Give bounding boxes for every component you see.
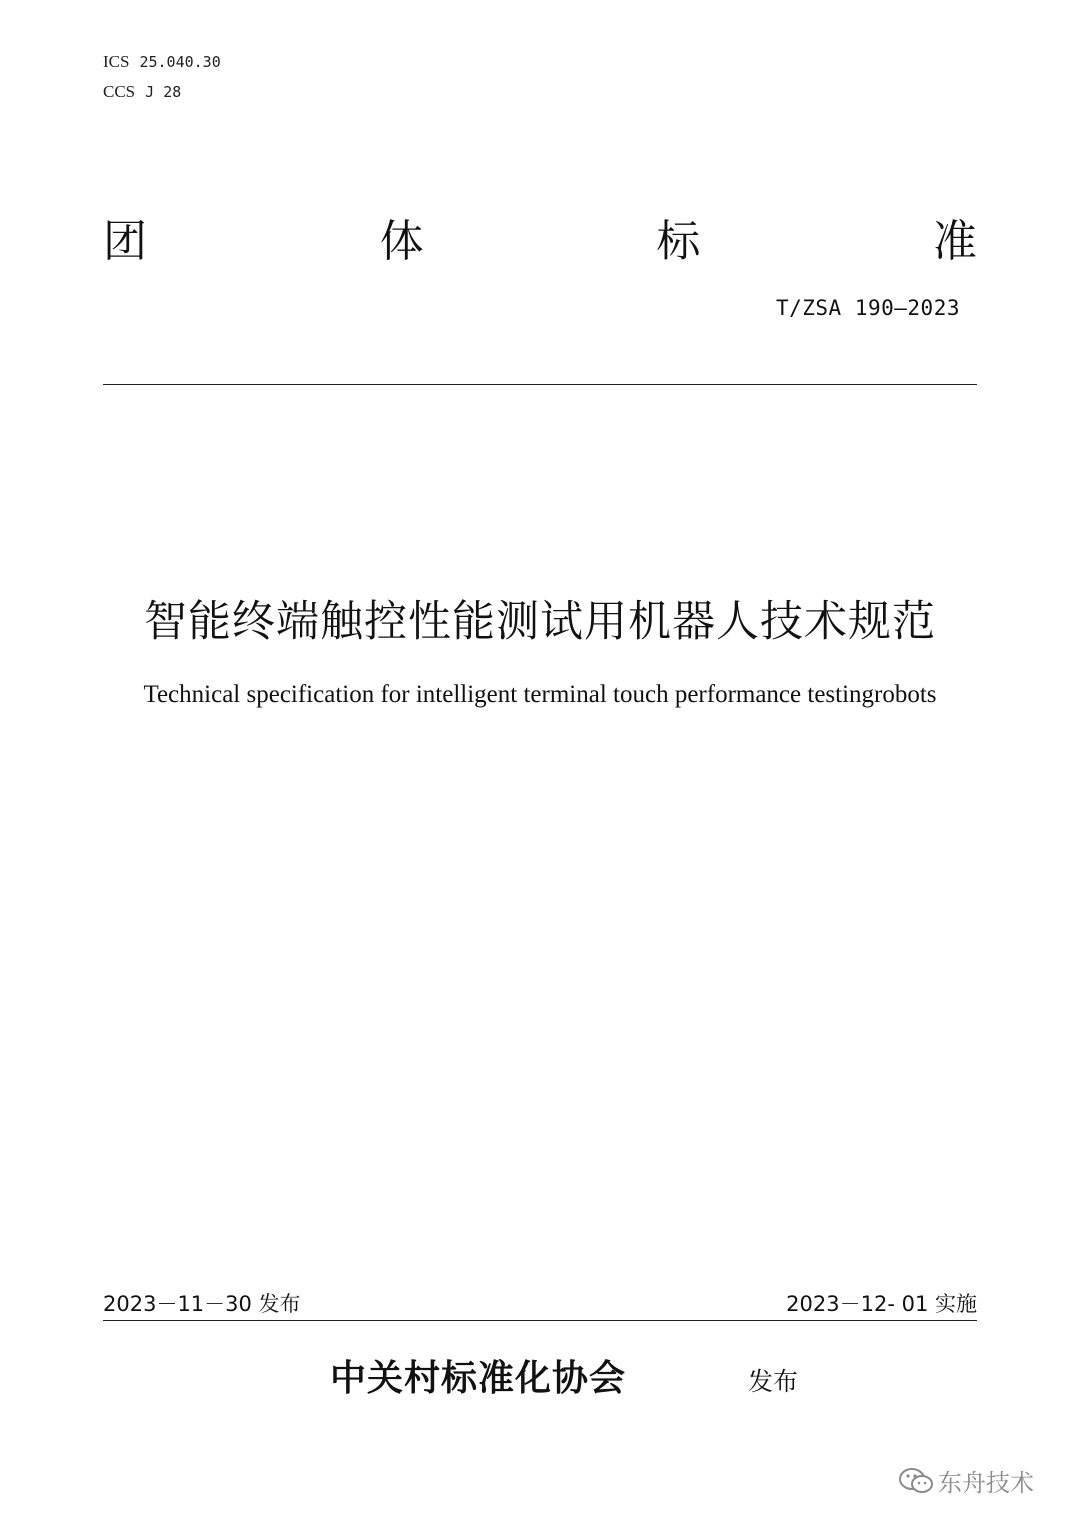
standard-type-heading	[103, 205, 977, 265]
standard-type-char: 标	[656, 216, 701, 267]
ics-code: 25.040.30	[139, 53, 221, 71]
ics-code-line	[103, 52, 221, 72]
ccs-label: CCS	[103, 82, 136, 101]
watermark-text: 东舟技术	[938, 1469, 1034, 1497]
bottom-divider	[103, 1320, 977, 1321]
standard-type-char: 准	[932, 216, 977, 267]
ccs-code-line	[103, 82, 181, 102]
document-title-chinese: 智能终端触控性能测试用机器人技术规范	[144, 597, 936, 647]
ics-label: ICS	[103, 52, 130, 71]
publisher-name: 中关村标准化协会	[330, 1357, 627, 1399]
watermark	[898, 1463, 1034, 1498]
top-divider	[103, 384, 977, 385]
wechat-icon	[898, 1466, 934, 1496]
standard-type-char: 团	[103, 216, 147, 267]
document-title-english: Technical specification for intelligent terminal touch performance testingrobots	[143, 681, 937, 708]
release-date: 2023－11－30 发布	[103, 1292, 301, 1316]
publish-label: 发布	[748, 1367, 799, 1396]
ccs-code: J 28	[145, 83, 182, 101]
standard-type-char: 体	[379, 216, 424, 267]
implementation-date: 2023－12- 01 实施	[786, 1292, 977, 1316]
standard-number: T/ZSA 190—2023	[775, 296, 960, 320]
